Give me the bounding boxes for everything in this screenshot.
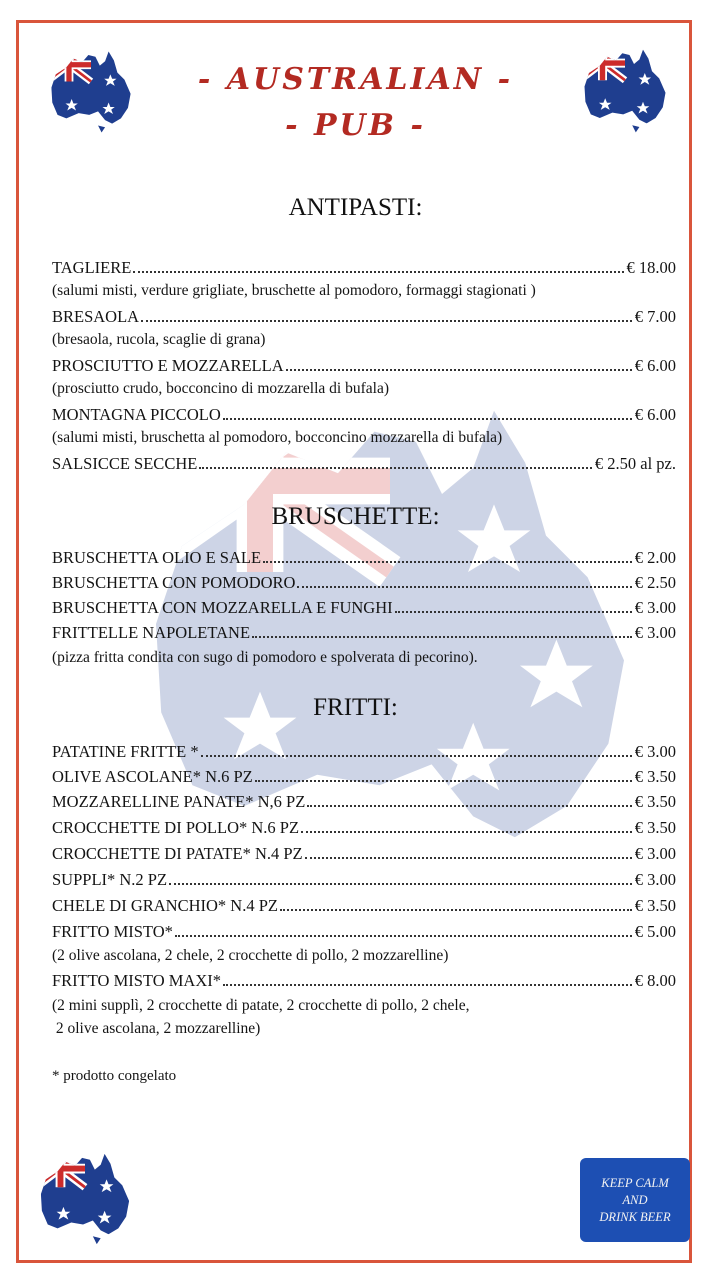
menu-item bbox=[52, 354, 676, 376]
leader-dots bbox=[301, 831, 632, 833]
item-name: CROCCHETTE DI PATATE* N.4 PZ bbox=[52, 844, 303, 863]
menu-item bbox=[52, 452, 676, 474]
section-title-bruschette: BRUSCHETTE: bbox=[271, 503, 440, 530]
item-name: CROCCHETTE DI POLLO* N.6 PZ bbox=[52, 818, 300, 837]
item-price: € 2.50 bbox=[634, 573, 676, 592]
menu-item bbox=[52, 403, 676, 425]
leader-dots bbox=[395, 611, 632, 613]
menu-item bbox=[52, 571, 676, 593]
leader-dots bbox=[263, 561, 632, 563]
leader-dots bbox=[255, 780, 632, 782]
menu-item bbox=[52, 765, 676, 787]
menu-item bbox=[52, 868, 676, 890]
item-name: BRUSCHETTA CON MOZZARELLA E FUNGHI bbox=[52, 598, 393, 617]
menu-item bbox=[52, 969, 676, 991]
menu-item bbox=[52, 596, 676, 618]
item-description: (salumi misti, verdure grigliate, bruschette al pomodoro, formaggi stagionati ) bbox=[52, 282, 536, 299]
menu-item bbox=[52, 305, 676, 327]
leader-dots bbox=[175, 935, 632, 937]
leader-dots bbox=[252, 636, 632, 638]
leader-dots bbox=[201, 755, 632, 757]
item-name: FRITTO MISTO MAXI* bbox=[52, 971, 221, 990]
item-price: € 6.00 bbox=[634, 356, 676, 375]
item-price: € 2.50 al pz. bbox=[594, 454, 676, 473]
item-name: CHELE DI GRANCHIO* N.4 PZ bbox=[52, 896, 278, 915]
item-name: SALSICCE SECCHE bbox=[52, 454, 198, 473]
item-price: € 3.50 bbox=[634, 792, 676, 811]
menu-item bbox=[52, 816, 676, 838]
leader-dots bbox=[305, 857, 632, 859]
item-name: MONTAGNA PICCOLO bbox=[52, 405, 221, 424]
frozen-footnote: * prodotto congelato bbox=[52, 1068, 177, 1084]
item-name: PATATINE FRITTE * bbox=[52, 742, 199, 761]
item-description: (2 olive ascolana, 2 chele, 2 crocchette di pollo, 2 mozzarelline) bbox=[52, 947, 449, 964]
item-name: BRUSCHETTA OLIO E SALE bbox=[52, 548, 262, 567]
item-price: € 3.00 bbox=[634, 742, 676, 761]
menu-item bbox=[52, 894, 676, 916]
menu-item bbox=[52, 740, 676, 762]
item-name: BRESAOLA bbox=[52, 307, 140, 326]
item-description: (bresaola, rucola, scaglie di grana) bbox=[52, 331, 266, 348]
leader-dots bbox=[286, 369, 632, 371]
item-description: (prosciutto crudo, bocconcino di mozzarella di bufala) bbox=[52, 380, 389, 397]
menu-item bbox=[52, 920, 676, 942]
item-price: € 2.00 bbox=[634, 548, 676, 567]
item-price: € 3.00 bbox=[634, 623, 676, 642]
leader-dots bbox=[133, 271, 623, 273]
leader-dots bbox=[297, 586, 631, 588]
pub-title-line1: - AUSTRALIAN - bbox=[197, 62, 514, 97]
item-name: MOZZARELLINE PANATE* N,6 PZ bbox=[52, 792, 306, 811]
item-price: € 3.50 bbox=[634, 896, 676, 915]
item-price: € 3.50 bbox=[634, 767, 676, 786]
item-name: SUPPLI* N.2 PZ bbox=[52, 870, 168, 889]
item-price: € 3.00 bbox=[634, 844, 676, 863]
item-description: (pizza fritta condita con sugo di pomodoro e spolverata di pecorino). bbox=[52, 649, 478, 666]
menu-item bbox=[52, 621, 676, 643]
item-price: € 7.00 bbox=[634, 307, 676, 326]
item-price: € 5.00 bbox=[634, 922, 676, 941]
item-price: € 6.00 bbox=[634, 405, 676, 424]
leader-dots bbox=[223, 984, 632, 986]
item-name: OLIVE ASCOLANE* N.6 PZ bbox=[52, 767, 253, 786]
pub-title-line2: - PUB - bbox=[285, 108, 426, 143]
item-price: € 8.00 bbox=[634, 971, 676, 990]
leader-dots bbox=[223, 418, 632, 420]
item-name: FRITTELLE NAPOLETANE bbox=[52, 623, 251, 642]
item-price: € 18.00 bbox=[626, 258, 676, 277]
keep-calm-badge bbox=[580, 1158, 690, 1242]
item-description: (2 mini supplì, 2 crocchette di patate, 2 crocchette di pollo, 2 chele, bbox=[52, 997, 470, 1014]
item-description: (salumi misti, bruschetta al pomodoro, bocconcino mozzarella di bufala) bbox=[52, 429, 503, 446]
australia-flag-map-icon bbox=[30, 1150, 140, 1248]
section-title-antipasti: ANTIPASTI: bbox=[288, 194, 423, 221]
menu-item bbox=[52, 842, 676, 864]
item-price: € 3.50 bbox=[634, 818, 676, 837]
section-title-fritti: FRITTI: bbox=[313, 694, 398, 721]
keep-calm-line3: DRINK BEER bbox=[599, 1209, 671, 1224]
menu-item bbox=[52, 790, 676, 812]
leader-dots bbox=[169, 883, 632, 885]
item-description: 2 olive ascolana, 2 mozzarelline) bbox=[52, 1020, 261, 1037]
item-price: € 3.00 bbox=[634, 870, 676, 889]
leader-dots bbox=[199, 467, 592, 469]
menu-item bbox=[52, 546, 676, 568]
leader-dots bbox=[307, 805, 631, 807]
item-name: TAGLIERE bbox=[52, 258, 132, 277]
item-name: PROSCIUTTO E MOZZARELLA bbox=[52, 356, 284, 375]
leader-dots bbox=[280, 909, 632, 911]
keep-calm-line1: KEEP CALM bbox=[601, 1175, 669, 1190]
leader-dots bbox=[141, 320, 632, 322]
menu-item bbox=[52, 256, 676, 278]
item-price: € 3.00 bbox=[634, 598, 676, 617]
item-name: BRUSCHETTA CON POMODORO bbox=[52, 573, 296, 592]
item-name: FRITTO MISTO* bbox=[52, 922, 173, 941]
keep-calm-line2: AND bbox=[622, 1192, 648, 1207]
